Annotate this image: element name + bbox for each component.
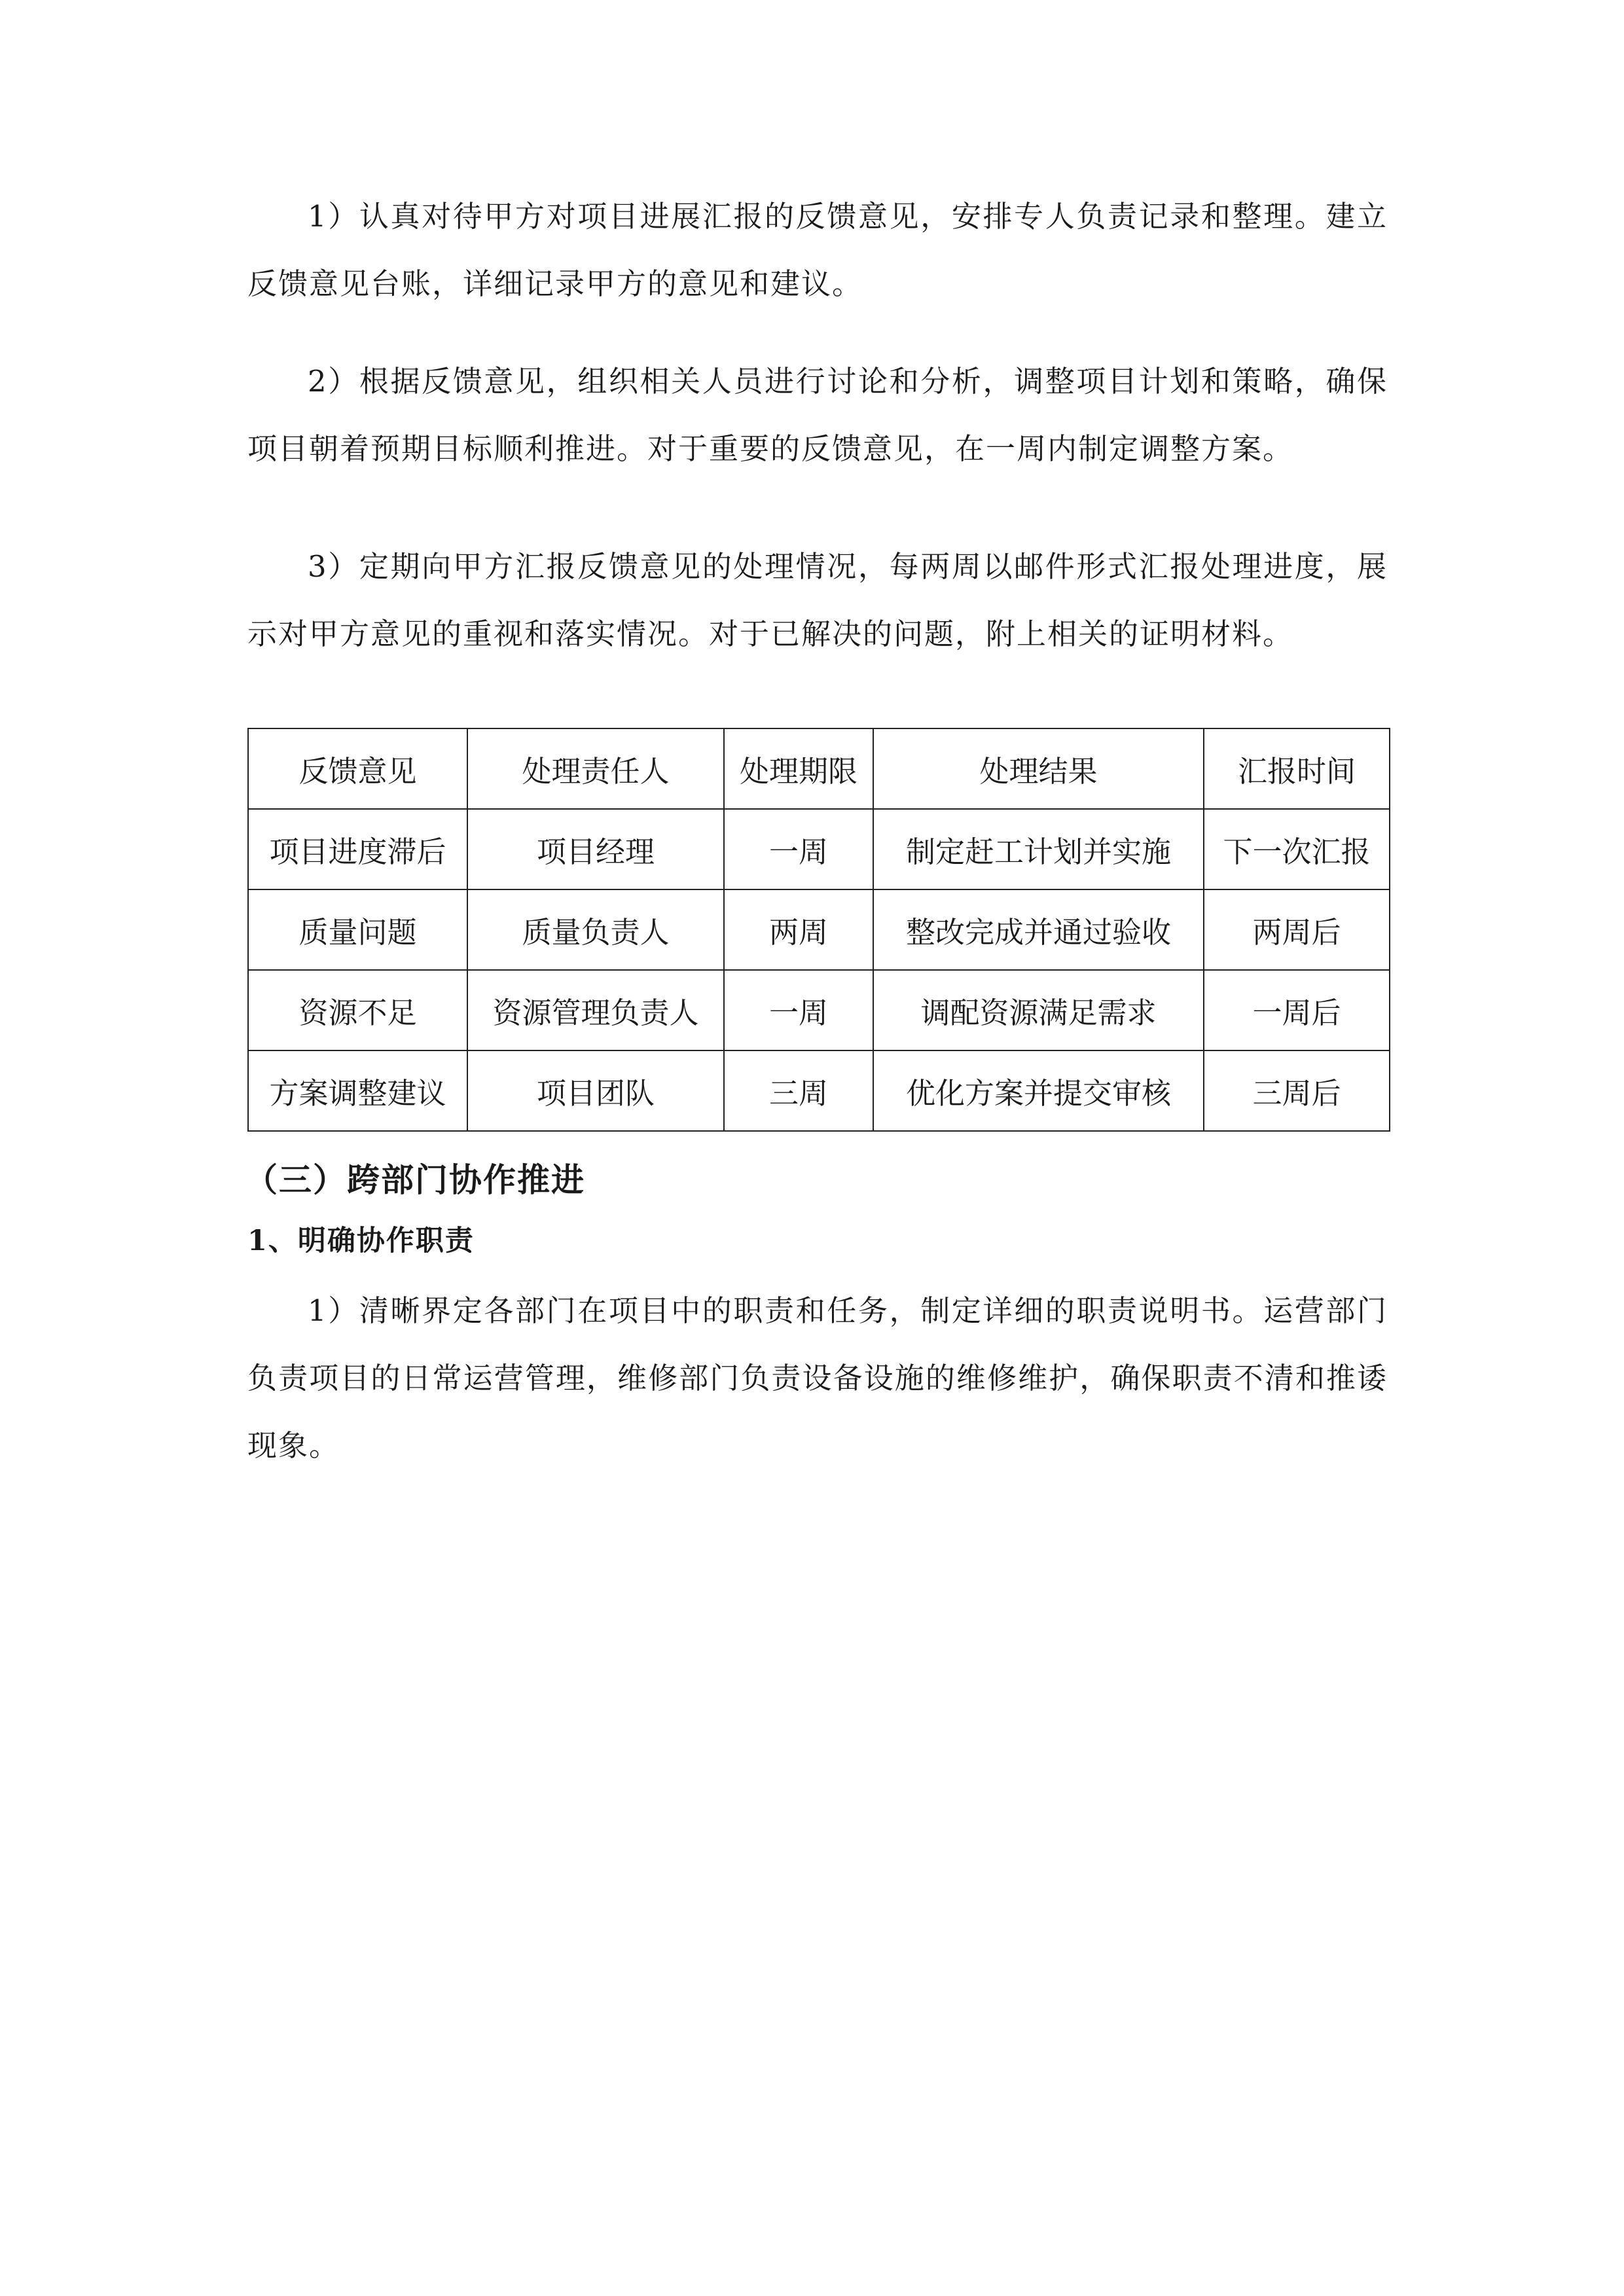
table-row	[248, 970, 1390, 1050]
table-cell: 项目进度滞后	[248, 809, 467, 889]
header-result: 处理结果	[873, 728, 1204, 809]
table-cell: 质量负责人	[467, 889, 724, 970]
header-feedback: 反馈意见	[248, 728, 467, 809]
table-cell: 质量问题	[248, 889, 467, 970]
paragraph-feedback-analysis: 2）根据反馈意见，组织相关人员进行讨论和分析，调整项目计划和策略，确保项目朝着预期目标顺利推进。对于重要的反馈意见，在一周内制定调整方案。	[247, 364, 1388, 466]
header-deadline: 处理期限	[724, 728, 873, 809]
feedback-table	[247, 728, 1390, 1132]
table-cell: 一周	[724, 809, 873, 889]
table-row	[248, 809, 1390, 889]
header-report-time: 汇报时间	[1204, 728, 1390, 809]
header-owner: 处理责任人	[467, 728, 724, 809]
table-cell: 两周	[724, 889, 873, 970]
section-heading: （三）跨部门协作推进	[245, 1160, 585, 1199]
table-row	[248, 889, 1390, 970]
table-cell: 一周	[724, 970, 873, 1050]
table-cell: 调配资源满足需求	[873, 970, 1204, 1050]
table-cell: 方案调整建议	[248, 1050, 467, 1131]
table-cell: 两周后	[1204, 889, 1390, 970]
table-cell: 项目经理	[467, 809, 724, 889]
table-cell: 优化方案并提交审核	[873, 1050, 1204, 1131]
paragraph-responsibilities: 1）清晰界定各部门在项目中的职责和任务，制定详细的职责说明书。运营部门负责项目的日常运营管理，维修部门负责设备设施的维修维护，确保职责不清和推诿现象。	[247, 1293, 1388, 1463]
table-cell: 下一次汇报	[1204, 809, 1390, 889]
table-cell: 整改完成并通过验收	[873, 889, 1204, 970]
table-cell: 项目团队	[467, 1050, 724, 1131]
table-cell: 资源不足	[248, 970, 467, 1050]
table-cell: 制定赶工计划并实施	[873, 809, 1204, 889]
table-header-row	[248, 728, 1390, 809]
paragraph-feedback-record: 1）认真对待甲方对项目进展汇报的反馈意见，安排专人负责记录和整理。建立反馈意见台账，详细记录甲方的意见和建议。	[247, 199, 1388, 301]
paragraph-feedback-report: 3）定期向甲方汇报反馈意见的处理情况，每两周以邮件形式汇报处理进度，展示对甲方意见的重视和落实情况。对于已解决的问题，附上相关的证明材料。	[247, 549, 1388, 651]
table-cell: 资源管理负责人	[467, 970, 724, 1050]
table-cell: 一周后	[1204, 970, 1390, 1050]
table-cell: 三周	[724, 1050, 873, 1131]
section-subheading: 1、明确协作职责	[247, 1225, 475, 1257]
table-cell: 三周后	[1204, 1050, 1390, 1131]
table-row	[248, 1050, 1390, 1131]
